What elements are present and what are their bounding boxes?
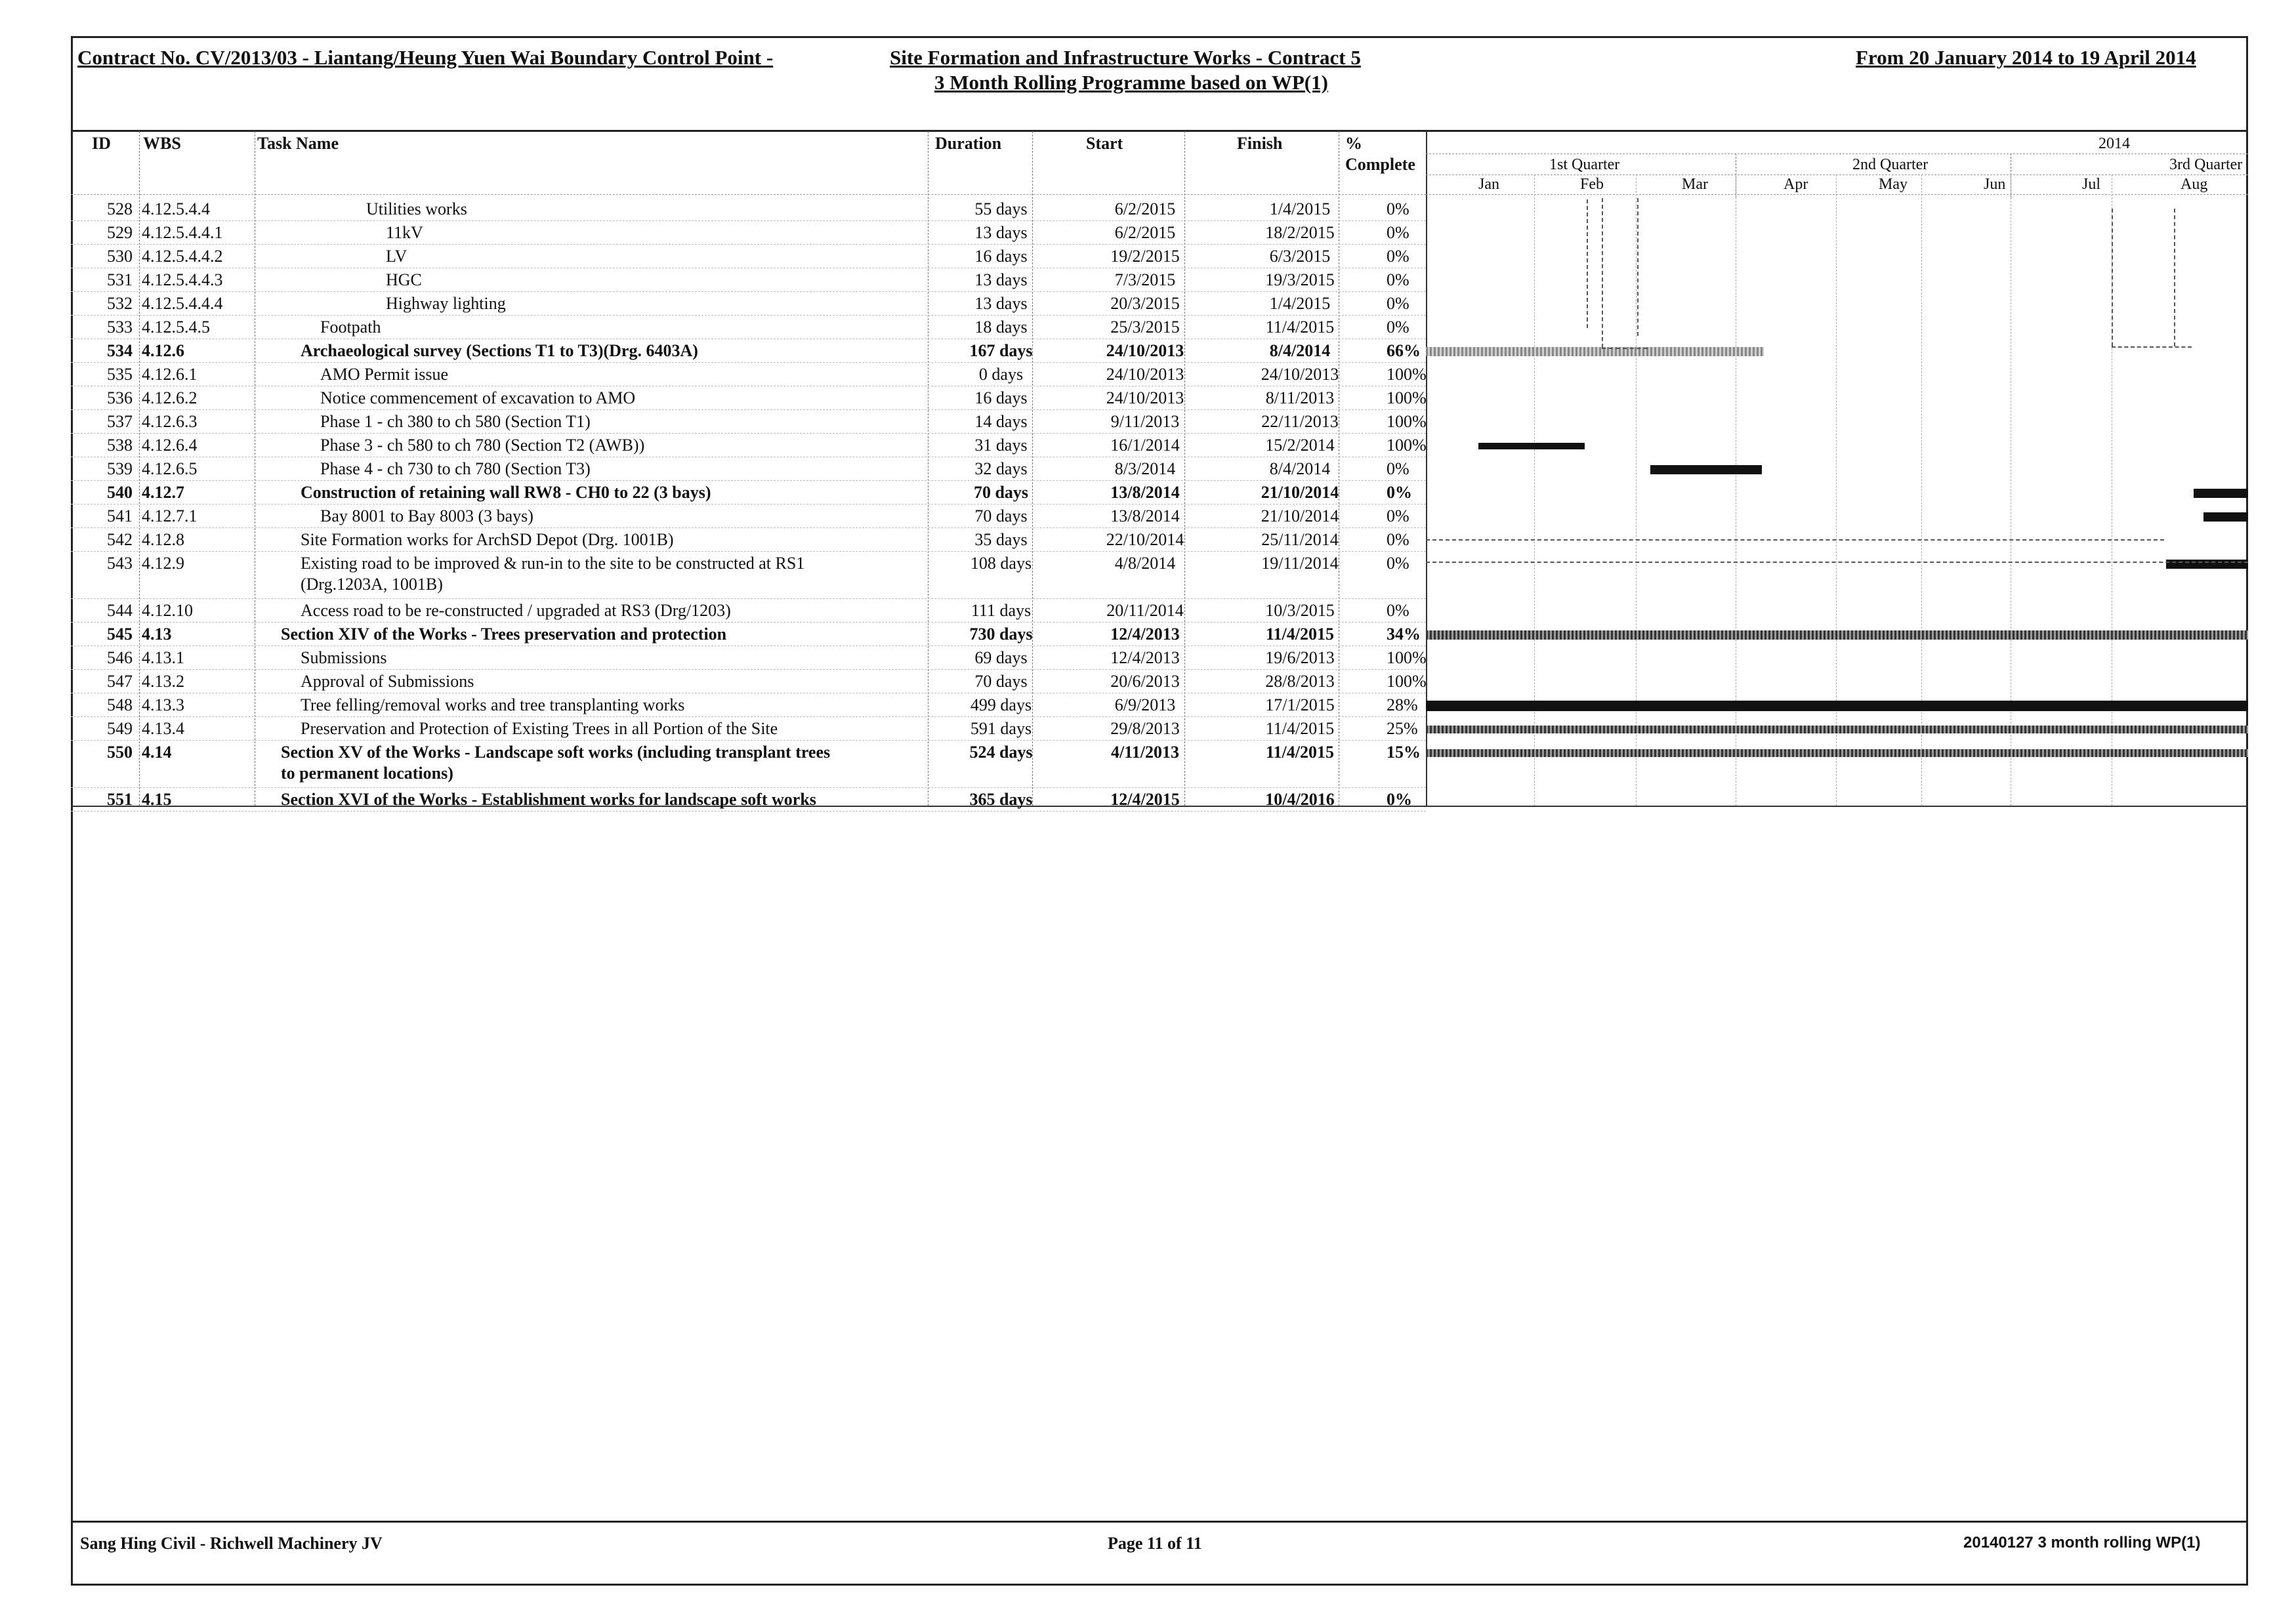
footer-page: Page 11 of 11	[1108, 1534, 1202, 1553]
task-duration: 730 days	[969, 625, 1033, 644]
task-start: 12/4/2013	[1110, 625, 1180, 644]
task-finish: 11/4/2015	[1265, 743, 1334, 762]
task-percent-complete: 100%	[1387, 365, 1427, 384]
timescale-q3: 3rd Quarter	[2169, 156, 2243, 173]
timescale-month: Apr	[1784, 176, 1808, 193]
task-name: Phase 1 - ch 380 to ch 580 (Section T1)	[320, 412, 591, 431]
task-duration: 499 days	[970, 695, 1032, 714]
task-duration: 32 days	[974, 459, 1028, 478]
task-duration: 108 days	[970, 554, 1032, 573]
timescale-month: Jan	[1478, 176, 1499, 193]
link-line-7	[2112, 209, 2113, 346]
task-name: Footpath	[320, 318, 381, 337]
task-wbs: 4.12.7.1	[142, 506, 198, 525]
task-duration: 14 days	[974, 412, 1028, 431]
task-bar-549[interactable]	[1426, 726, 2248, 733]
task-wbs: 4.13.4	[142, 719, 184, 738]
task-start: 19/2/2015	[1110, 247, 1180, 266]
task-id: 535	[107, 365, 133, 384]
task-duration: 365 days	[969, 790, 1033, 809]
task-start: 29/8/2013	[1110, 719, 1180, 738]
task-duration: 16 days	[974, 247, 1028, 266]
task-finish: 11/4/2015	[1265, 625, 1334, 644]
task-bar-541[interactable]	[2203, 512, 2248, 522]
task-row[interactable]	[71, 245, 1426, 269]
task-wbs: 4.12.5.4.4.1	[142, 223, 223, 242]
footer-company: Sang Hing Civil - Richwell Machinery JV	[80, 1534, 383, 1553]
row-separator	[71, 315, 1426, 316]
task-finish: 24/10/2013	[1261, 365, 1339, 384]
task-bar-548[interactable]	[1426, 701, 2248, 711]
task-percent-complete: 0%	[1387, 294, 1409, 313]
task-start: 13/8/2014	[1110, 483, 1180, 502]
link-line-3	[1587, 199, 1588, 328]
task-finish: 11/4/2015	[1265, 719, 1335, 738]
task-name: Utilities works	[366, 199, 467, 218]
link-line-5	[1426, 539, 2164, 541]
task-name: LV	[386, 247, 407, 266]
task-percent-complete: 0%	[1387, 530, 1409, 549]
task-start: 7/3/2015	[1114, 270, 1176, 289]
contract-title: Contract No. CV/2013/03 - Liantang/Heung Yuen Wai Boundary Control Point -	[77, 46, 774, 69]
row-separator	[71, 220, 1426, 221]
header-row-line	[71, 194, 1426, 195]
row-separator	[71, 244, 1426, 245]
task-wbs: 4.12.6.5	[142, 459, 198, 478]
task-start: 6/2/2015	[1114, 199, 1176, 218]
task-name: Highway lighting	[386, 294, 506, 313]
task-name: Tree felling/removal works and tree transplanting works	[301, 695, 685, 714]
task-duration: 70 days	[973, 483, 1029, 502]
timescale-month: May	[1879, 176, 1908, 193]
task-wbs: 4.12.6.4	[142, 436, 198, 455]
task-finish: 17/1/2015	[1265, 695, 1335, 714]
task-start: 20/3/2015	[1110, 294, 1180, 313]
task-wbs: 4.12.5.4.5	[142, 318, 210, 337]
task-start: 6/2/2015	[1114, 223, 1176, 242]
task-percent-complete: 15%	[1387, 743, 1421, 762]
task-id: 550	[107, 743, 133, 762]
summary-bar-550[interactable]	[1426, 749, 2248, 757]
task-percent-complete: 25%	[1387, 719, 1418, 738]
task-start: 9/11/2013	[1110, 412, 1180, 431]
task-row[interactable]	[71, 600, 1426, 623]
task-row[interactable]	[71, 552, 1426, 594]
task-wbs: 4.12.10	[142, 601, 193, 620]
task-id: 540	[107, 483, 133, 502]
task-id: 549	[107, 719, 133, 738]
task-wbs: 4.13.2	[142, 672, 184, 691]
task-duration: 524 days	[969, 743, 1033, 762]
row-separator	[71, 716, 1426, 717]
task-finish: 8/4/2014	[1269, 341, 1331, 360]
gantt-chart	[1426, 130, 2248, 806]
col-header-id: ID	[92, 134, 111, 153]
task-duration: 13 days	[974, 294, 1028, 313]
row-separator	[71, 551, 1426, 552]
row-separator	[71, 811, 1426, 812]
timescale-month: Jun	[1984, 176, 2006, 193]
task-duration: 55 days	[974, 199, 1028, 218]
timescale-q1: 1st Quarter	[1549, 156, 1620, 173]
task-percent-complete: 28%	[1387, 695, 1418, 714]
task-id: 529	[107, 223, 133, 242]
timescale-year: 2014	[2098, 135, 2130, 152]
task-row[interactable]	[71, 529, 1426, 552]
task-wbs: 4.12.5.4.4.3	[142, 270, 223, 289]
task-row[interactable]	[71, 482, 1426, 505]
footer-separator	[71, 1521, 2248, 1523]
task-percent-complete: 100%	[1387, 648, 1427, 667]
task-start: 16/1/2014	[1110, 436, 1180, 455]
task-duration: 69 days	[974, 648, 1028, 667]
task-id: 536	[107, 388, 133, 407]
task-percent-complete: 0%	[1387, 199, 1409, 218]
task-finish: 28/8/2013	[1265, 672, 1335, 691]
task-row[interactable]	[71, 718, 1426, 741]
programme-title: 3 Month Rolling Programme based on WP(1)	[934, 71, 1328, 94]
task-row[interactable]	[71, 694, 1426, 718]
row-separator	[71, 740, 1426, 741]
task-row[interactable]	[71, 647, 1426, 670]
task-percent-complete: 0%	[1387, 318, 1409, 337]
task-start: 22/10/2014	[1106, 530, 1184, 549]
task-row[interactable]	[71, 458, 1426, 482]
task-id: 532	[107, 294, 133, 313]
col-header-wbs: WBS	[143, 134, 181, 153]
task-start: 24/10/2013	[1106, 365, 1184, 384]
task-wbs: 4.12.6	[142, 341, 184, 360]
task-duration: 111 days	[971, 601, 1032, 620]
task-percent-complete: 0%	[1387, 506, 1409, 525]
task-row[interactable]	[71, 363, 1426, 387]
link-line-1	[1602, 198, 1603, 348]
task-finish: 21/10/2014	[1261, 483, 1339, 502]
task-id: 544	[107, 601, 133, 620]
task-percent-complete: 0%	[1387, 223, 1409, 242]
task-wbs: 4.12.7	[142, 483, 184, 502]
footer-file: 20140127 3 month rolling WP(1)	[1963, 1534, 2201, 1551]
task-name: Existing road to be improved & run-in to the site to be constructed at RS1	[301, 554, 805, 573]
timescale-line-3	[1426, 194, 2248, 195]
task-id: 533	[107, 318, 133, 337]
task-row[interactable]	[71, 789, 1426, 812]
task-finish: 8/4/2014	[1269, 459, 1331, 478]
link-line-2	[1637, 198, 1639, 336]
task-start: 4/11/2013	[1110, 743, 1179, 762]
col-header-start: Start	[1086, 134, 1123, 153]
task-id: 534	[107, 341, 133, 360]
task-id: 539	[107, 459, 133, 478]
task-name: Section XVI of the Works - Establishment works for landscape soft works	[281, 790, 816, 809]
task-wbs: 4.12.5.4.4.2	[142, 247, 223, 266]
summary-bar-534[interactable]	[1426, 347, 1764, 356]
row-separator	[71, 433, 1426, 434]
task-wbs: 4.13	[142, 625, 172, 644]
link-line-8	[2112, 346, 2192, 348]
task-finish: 18/2/2015	[1265, 223, 1335, 242]
task-name-continued: (Drg.1203A, 1001B)	[301, 575, 443, 594]
task-wbs: 4.12.9	[142, 554, 184, 573]
row-separator	[71, 622, 1426, 623]
task-id: 547	[107, 672, 133, 691]
task-row[interactable]	[71, 316, 1426, 340]
timescale-month: Feb	[1580, 176, 1604, 193]
task-finish: 11/4/2015	[1265, 318, 1335, 337]
task-start: 8/3/2014	[1114, 459, 1176, 478]
task-name: Archaeological survey (Sections T1 to T3)(Drg. 6403A)	[301, 341, 698, 360]
task-duration: 31 days	[974, 436, 1028, 455]
task-finish: 10/4/2016	[1265, 790, 1335, 809]
task-id: 537	[107, 412, 133, 431]
task-wbs: 4.12.5.4.4.4	[142, 294, 223, 313]
timescale-month: Jul	[2082, 176, 2101, 193]
row-separator	[71, 291, 1426, 292]
task-bar-539[interactable]	[1650, 465, 1762, 474]
task-percent-complete: 100%	[1387, 412, 1427, 431]
task-row[interactable]	[71, 505, 1426, 529]
task-id: 538	[107, 436, 133, 455]
task-wbs: 4.14	[142, 743, 172, 762]
task-start: 6/9/2013	[1114, 695, 1176, 714]
task-percent-complete: 0%	[1387, 554, 1409, 573]
task-name: AMO Permit issue	[320, 365, 448, 384]
task-finish: 1/4/2015	[1269, 199, 1331, 218]
task-id: 551	[107, 790, 133, 809]
task-duration: 13 days	[974, 223, 1028, 242]
task-name: Construction of retaining wall RW8 - CH0 to 22 (3 bays)	[301, 483, 711, 502]
task-wbs: 4.12.6.3	[142, 412, 198, 431]
timescale-month: Mar	[1682, 176, 1708, 193]
col-header-finish: Finish	[1237, 134, 1283, 153]
task-name-continued: to permanent locations)	[281, 764, 453, 783]
col-header-complete: Complete	[1345, 155, 1415, 174]
summary-bar-545[interactable]	[1426, 630, 2248, 640]
task-duration: 591 days	[970, 719, 1032, 738]
task-id: 546	[107, 648, 133, 667]
task-name: Approval of Submissions	[301, 672, 474, 691]
task-duration: 70 days	[974, 506, 1028, 525]
task-duration: 16 days	[974, 388, 1028, 407]
row-separator	[71, 598, 1426, 599]
timescale-month: Aug	[2181, 176, 2208, 193]
task-finish: 25/11/2014	[1261, 530, 1339, 549]
task-duration: 35 days	[974, 530, 1028, 549]
task-percent-complete: 100%	[1387, 436, 1427, 455]
task-start: 13/8/2014	[1110, 506, 1180, 525]
row-separator	[71, 480, 1426, 481]
link-line-6	[1426, 562, 2248, 563]
task-duration: 167 days	[969, 341, 1033, 360]
task-finish: 1/4/2015	[1269, 294, 1331, 313]
task-percent-complete: 66%	[1387, 341, 1421, 360]
task-name: Bay 8001 to Bay 8003 (3 bays)	[320, 506, 533, 525]
task-finish: 10/3/2015	[1265, 601, 1335, 620]
task-wbs: 4.12.6.2	[142, 388, 198, 407]
task-id: 528	[107, 199, 133, 218]
task-finish: 19/6/2013	[1265, 648, 1335, 667]
task-start: 20/11/2014	[1106, 601, 1184, 620]
task-id: 548	[107, 695, 133, 714]
task-wbs: 4.13.1	[142, 648, 184, 667]
task-finish: 19/3/2015	[1265, 270, 1335, 289]
task-wbs: 4.15	[142, 790, 172, 809]
task-finish: 6/3/2015	[1269, 247, 1331, 266]
task-name: Section XV of the Works - Landscape soft works (including transplant trees	[281, 743, 831, 762]
task-name: Phase 4 - ch 730 to ch 780 (Section T3)	[320, 459, 591, 478]
task-percent-complete: 0%	[1387, 483, 1412, 502]
task-id: 542	[107, 530, 133, 549]
task-id: 541	[107, 506, 133, 525]
period-title: From 20 January 2014 to 19 April 2014	[1856, 46, 2196, 69]
task-start: 4/8/2014	[1114, 554, 1176, 573]
task-row[interactable]	[71, 340, 1426, 363]
task-start: 25/3/2015	[1110, 318, 1180, 337]
task-finish: 19/11/2014	[1261, 554, 1339, 573]
task-wbs: 4.12.5.4.4	[142, 199, 210, 218]
col-header-task: Task Name	[257, 134, 339, 153]
timescale-q2: 2nd Quarter	[1852, 156, 1929, 173]
task-name: Preservation and Protection of Existing Trees in all Portion of the Site	[301, 719, 778, 738]
task-name: Access road to be re-constructed / upgraded at RS3 (Drg/1203)	[301, 601, 731, 620]
task-row[interactable]	[71, 741, 1426, 783]
task-row[interactable]	[71, 411, 1426, 434]
task-finish: 15/2/2014	[1265, 436, 1335, 455]
task-id: 543	[107, 554, 133, 573]
row-separator	[71, 787, 1426, 788]
task-percent-complete: 100%	[1387, 388, 1427, 407]
task-duration: 18 days	[974, 318, 1028, 337]
task-percent-complete: 34%	[1387, 625, 1421, 644]
task-finish: 22/11/2013	[1261, 412, 1339, 431]
task-start: 24/10/2013	[1106, 341, 1184, 360]
link-line-4	[1602, 348, 1648, 349]
task-start: 12/4/2015	[1110, 790, 1180, 809]
task-percent-complete: 0%	[1387, 459, 1409, 478]
task-finish: 21/10/2014	[1261, 506, 1339, 525]
task-name: Submissions	[301, 648, 387, 667]
task-percent-complete: 0%	[1387, 601, 1409, 620]
row-separator	[71, 409, 1426, 410]
task-id: 530	[107, 247, 133, 266]
task-duration: 0 days	[978, 365, 1024, 384]
task-name: Section XIV of the Works - Trees preservation and protection	[281, 625, 727, 644]
task-wbs: 4.13.3	[142, 695, 184, 714]
task-duration: 13 days	[974, 270, 1028, 289]
col-header-pct: %	[1345, 134, 1362, 153]
task-row[interactable]	[71, 198, 1426, 222]
task-name: HGC	[386, 270, 422, 289]
task-row[interactable]	[71, 222, 1426, 245]
row-separator	[71, 362, 1426, 363]
task-row[interactable]	[71, 623, 1426, 647]
link-line-9	[2174, 209, 2175, 346]
summary-bar-540[interactable]	[2194, 489, 2248, 498]
task-bar-538[interactable]	[1478, 443, 1585, 449]
row-separator	[71, 527, 1426, 528]
task-percent-complete: 0%	[1387, 270, 1409, 289]
task-name: Notice commencement of excavation to AMO	[320, 388, 636, 407]
task-row[interactable]	[71, 293, 1426, 316]
task-start: 12/4/2013	[1110, 648, 1180, 667]
task-wbs: 4.12.6.1	[142, 365, 198, 384]
task-percent-complete: 100%	[1387, 672, 1427, 691]
task-percent-complete: 0%	[1387, 247, 1409, 266]
task-duration: 70 days	[974, 672, 1028, 691]
task-name: Site Formation works for ArchSD Depot (Drg. 1001B)	[301, 530, 674, 549]
task-row[interactable]	[71, 387, 1426, 411]
task-name: 11kV	[386, 223, 423, 242]
task-percent-complete: 0%	[1387, 790, 1412, 809]
task-row[interactable]	[71, 434, 1426, 458]
task-id: 531	[107, 270, 133, 289]
works-title: Site Formation and Infrastructure Works - Contract 5	[890, 46, 1361, 69]
task-finish: 8/11/2013	[1265, 388, 1335, 407]
col-header-duration: Duration	[935, 134, 1002, 153]
task-id: 545	[107, 625, 133, 644]
task-row[interactable]	[71, 269, 1426, 293]
task-start: 20/6/2013	[1110, 672, 1180, 691]
task-wbs: 4.12.8	[142, 530, 184, 549]
row-separator	[71, 669, 1426, 670]
task-start: 24/10/2013	[1106, 388, 1184, 407]
task-name: Phase 3 - ch 580 to ch 780 (Section T2 (AWB))	[320, 436, 645, 455]
task-row[interactable]	[71, 670, 1426, 694]
